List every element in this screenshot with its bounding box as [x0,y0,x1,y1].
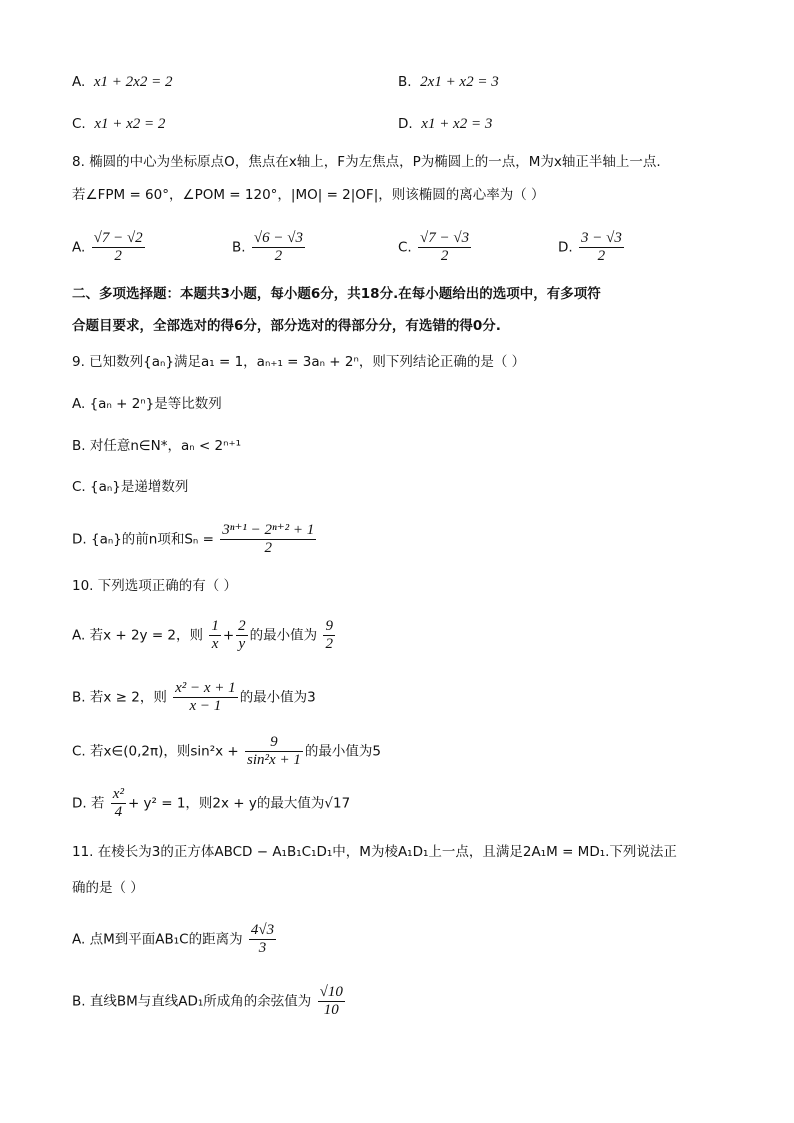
q8-option-b-frac: $\frac{√6 - √3}{2}$ [253,230,303,264]
q8-option-c-frac: $\frac{√7 - √3}{2}$ [420,230,470,264]
q9-option-a: A. {aₙ + 2ⁿ}是等比数列 [72,396,222,412]
q11-option-a-frac: $\frac{4√3}{3}$ [250,922,275,956]
q7-option-b-expr: 2x1 + x2 = 3 [420,74,499,90]
q11-option-b: B. 直线BM与直线AD₁所成角的余弦值为 $\frac{√10}{10}$ [72,984,343,1018]
q7-option-c: C. x1 + x2 = 2 [72,116,166,132]
q7-option-a: A. x1 + 2x2 = 2 [72,74,173,90]
q9-option-d: D. {aₙ}的前n项和Sₙ = $\frac{\text{3ⁿ⁺¹ − 2ⁿ⁺² + 1}}{2}$ [72,522,315,556]
q8-option-a-frac: $\frac{√7 - √2}{2}$ [93,230,143,264]
q8-option-d-frac: $\frac{3 - √3}{2}$ [580,230,622,264]
q7-option-d-expr: x1 + x2 = 3 [421,116,493,132]
q10-option-c: C. 若x∈(0,2π)，则sin²x + $\frac{9}{\text{sin²x + 1}}$ 的最小值为5 [72,734,381,768]
q11-option-b-frac: $\frac{√10}{10}$ [319,984,343,1018]
q9-stem: 9. 已知数列{aₙ}满足a₁ = 1，aₙ₊₁ = 3aₙ + 2ⁿ，则下列结论正确的是（ ） [72,354,526,370]
q10-option-d-frac: $\frac{\text{x²}}{4}$ [112,786,124,820]
q10-option-a-value: $\frac{9}{2}$ [325,618,333,652]
q10-option-b: B. 若x ≥ 2，则 $\frac{\text{x² − x + 1}}{x - 1}$ 的最小值为3 [72,680,316,714]
q10-option-c-frac: $\frac{9}{\text{sin²x + 1}}$ [247,734,301,768]
q10-stem: 10. 下列选项正确的有（ ） [72,578,238,594]
q8-option-b: B. $\frac{√6 - √3}{2}$ [232,230,303,264]
q7-option-d: D. x1 + x2 = 3 [398,116,493,132]
q9-option-d-frac: $\frac{\text{3ⁿ⁺¹ − 2ⁿ⁺² + 1}}{2}$ [222,522,315,556]
q8-option-c: C. $\frac{√7 - √3}{2}$ [398,230,470,264]
q7-option-b: B. 2x1 + x2 = 3 [398,74,499,90]
q7-option-c-expr: x1 + x2 = 2 [94,116,166,132]
q7-option-a-expr: x1 + 2x2 = 2 [93,74,173,90]
q10-option-b-frac: $\frac{\text{x² − x + 1}}{x - 1}$ [175,680,236,714]
q8-stem-line1: 8. 椭圆的中心为坐标原点O，焦点在x轴上，F为左焦点，P为椭圆上的一点，M为x轴正半轴上一点. [72,154,661,170]
q11-option-a: A. 点M到平面AB₁C的距离为 $\frac{4√3}{3}$ [72,922,275,956]
q10-option-d: D. 若 $\frac{\text{x²}}{4}$ + y² = 1，则2x + y的最大值为√17 [72,786,351,820]
q9-option-c: C. {aₙ}是递增数列 [72,479,189,495]
q8-option-a: A. $\frac{√7 - √2}{2}$ [72,230,143,264]
q11-stem-line2: 确的是（ ） [72,880,144,896]
q8-option-d: D. $\frac{3 - √3}{2}$ [558,230,622,264]
q8-stem-line2: 若∠FPM = 60°，∠POM = 120°，|MO| = 2|OF|，则该椭圆的离心率为（ ） [72,187,545,203]
q9-option-b: B. 对任意n∈N*，aₙ < 2ⁿ⁺¹ [72,438,242,454]
q11-stem-line1: 11. 在棱长为3的正方体ABCD − A₁B₁C₁D₁中，M为棱A₁D₁上一点，且满足2A₁M = MD₁.下列说法正 [72,844,677,860]
section2-heading-line2: 合题目要求，全部选对的得6分，部分选对的得部分分，有选错的得0分. [72,318,501,334]
q10-option-a: A. 若x + 2y = 2，则 $\frac{1}{x}$ + $\frac{2}{y}$ 的最小值为 $\frac{9}{2}$ [72,618,333,652]
section2-heading-line1: 二、多项选择题：本题共3小题，每小题6分，共18分.在每小题给出的选项中，有多项符 [72,286,601,302]
